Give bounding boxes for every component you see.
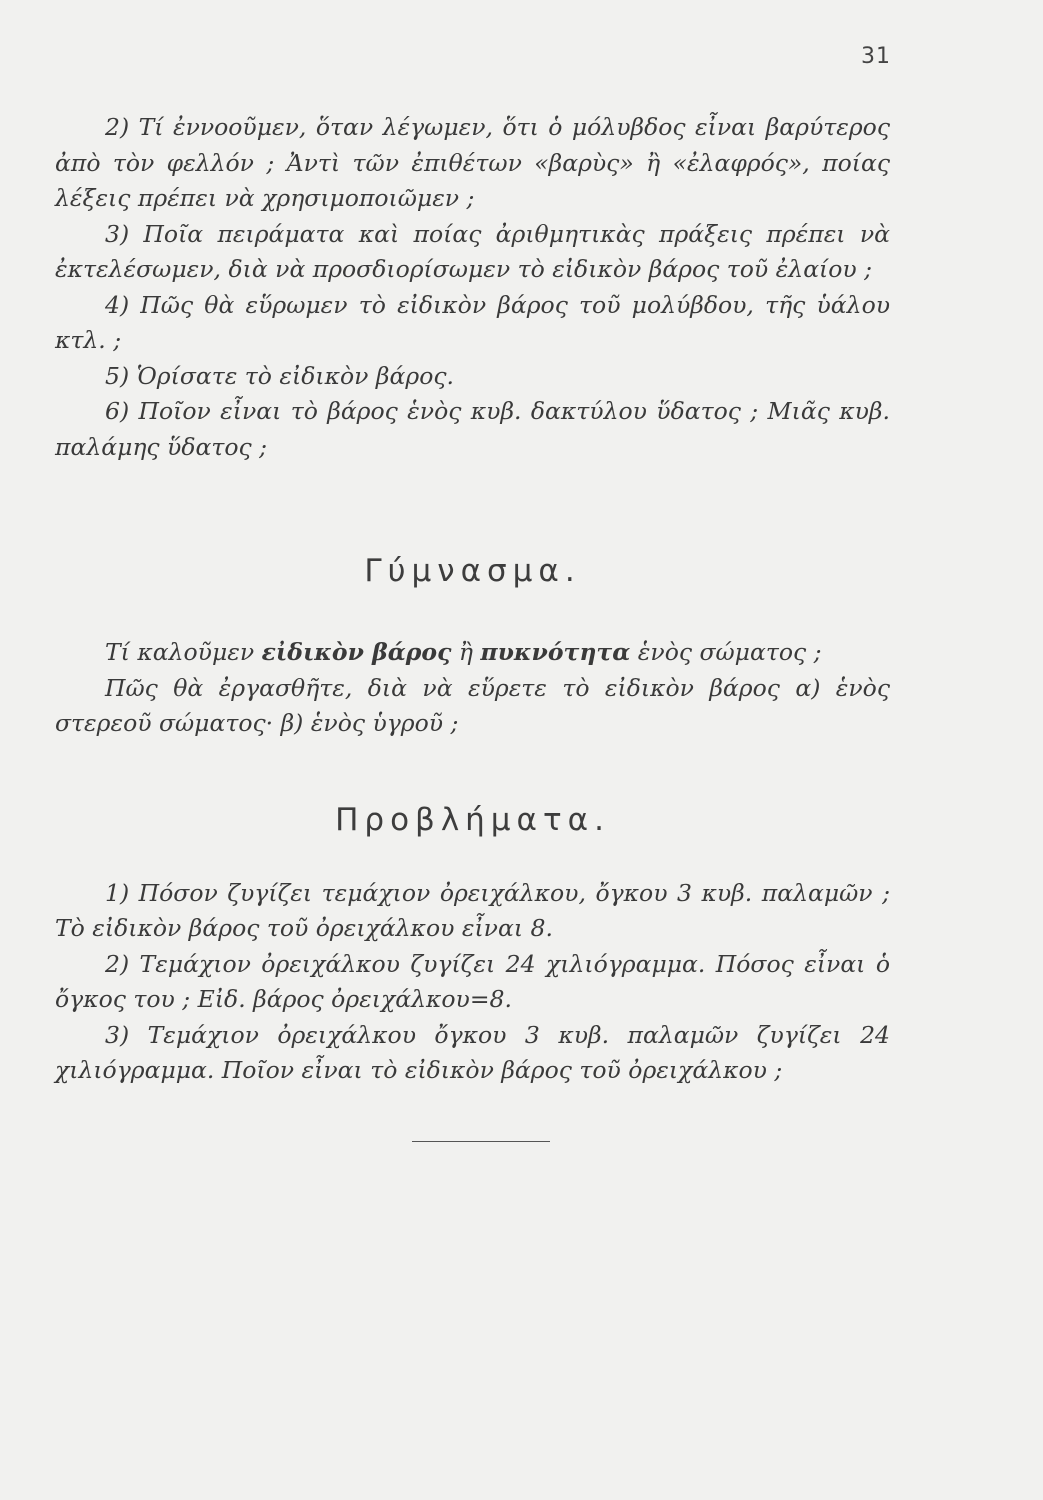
question-2: 2) Τί ἐννοοῦμεν, ὅταν λέγωμεν, ὅτι ὁ μόλυβδος εἶναι βαρύτερος ἀπὸ τὸν φελλόν ; Ἀντὶ τῶν ἐπιθέτων «βαρὺς» ἢ «ἐλαφρός», ποίας λέξεις πρέπει νὰ χρησιμοποιῶμεν ;	[55, 113, 890, 212]
problem-1: 1) Πόσον ζυγίζει τεμάχιον ὀρειχάλκου, ὄγκου 3 κυβ. παλαμῶν ; Τὸ εἰδικὸν βάρος τοῦ ὀρειχάλκου εἶναι 8.	[55, 878, 890, 942]
section-end-rule	[412, 1141, 550, 1142]
question-4: 4) Πῶς θὰ εὕρωμεν τὸ εἰδικὸν βάρος τοῦ μολύβδου, τῆς ὑάλου κτλ. ;	[55, 290, 890, 354]
exercise-text-start: Τί καλοῦμεν	[105, 638, 262, 666]
problem-list	[55, 876, 890, 1089]
question-3: 3) Ποῖα πειράματα καὶ ποίας ἀριθμητικὰς πράξεις πρέπει νὰ ἐκτελέσωμεν, διὰ νὰ προσδιορίσωμεν τὸ εἰδικὸν βάρος τοῦ ἐλαίου ;	[55, 219, 890, 283]
page-number: 31	[861, 44, 891, 69]
question-list	[55, 110, 890, 465]
problem-2: 2) Τεμάχιον ὀρειχάλκου ζυγίζει 24 χιλιόγραμμα. Πόσος εἶναι ὁ ὄγκος του ; Εἰδ. βάρος ὀρειχάλκου=8.	[55, 949, 890, 1013]
problems-heading: Προβλήματα.	[335, 801, 610, 838]
question-6: 6) Ποῖον εἶναι τὸ βάρος ἑνὸς κυβ. δακτύλου ὕδατος ; Μιᾶς κυβ. παλάμης ὕδατος ;	[55, 397, 890, 461]
problem-3: 3) Τεμάχιον ὀρειχάλκου ὄγκου 3 κυβ. παλαμῶν ζυγίζει 24 χιλιόγραμμα. Ποῖον εἶναι τὸ εἰδικὸν βάρος τοῦ ὀρειχάλκου ;	[55, 1020, 890, 1084]
term-specific-weight: εἰδικὸν βάρος	[261, 638, 452, 666]
term-density: πυκνότητα	[480, 638, 631, 666]
page-content	[55, 110, 890, 1089]
question-5: 5) Ὁρίσατε τὸ εἰδικὸν βάρος.	[105, 361, 454, 390]
exercise-text-or: ἢ	[451, 638, 481, 666]
exercise-question-2: Πῶς θὰ ἐργασθῆτε, διὰ νὰ εὕρετε τὸ εἰδικὸν βάρος α) ἑνὸς στερεοῦ σώματος· β) ἑνὸς ὑγροῦ ;	[55, 673, 890, 737]
exercise-text-end: ἑνὸς σώματος ;	[630, 638, 822, 666]
exercise-section	[55, 635, 890, 742]
exercise-question-1	[55, 635, 890, 671]
exercise-heading: Γύμνασμα.	[364, 553, 581, 589]
